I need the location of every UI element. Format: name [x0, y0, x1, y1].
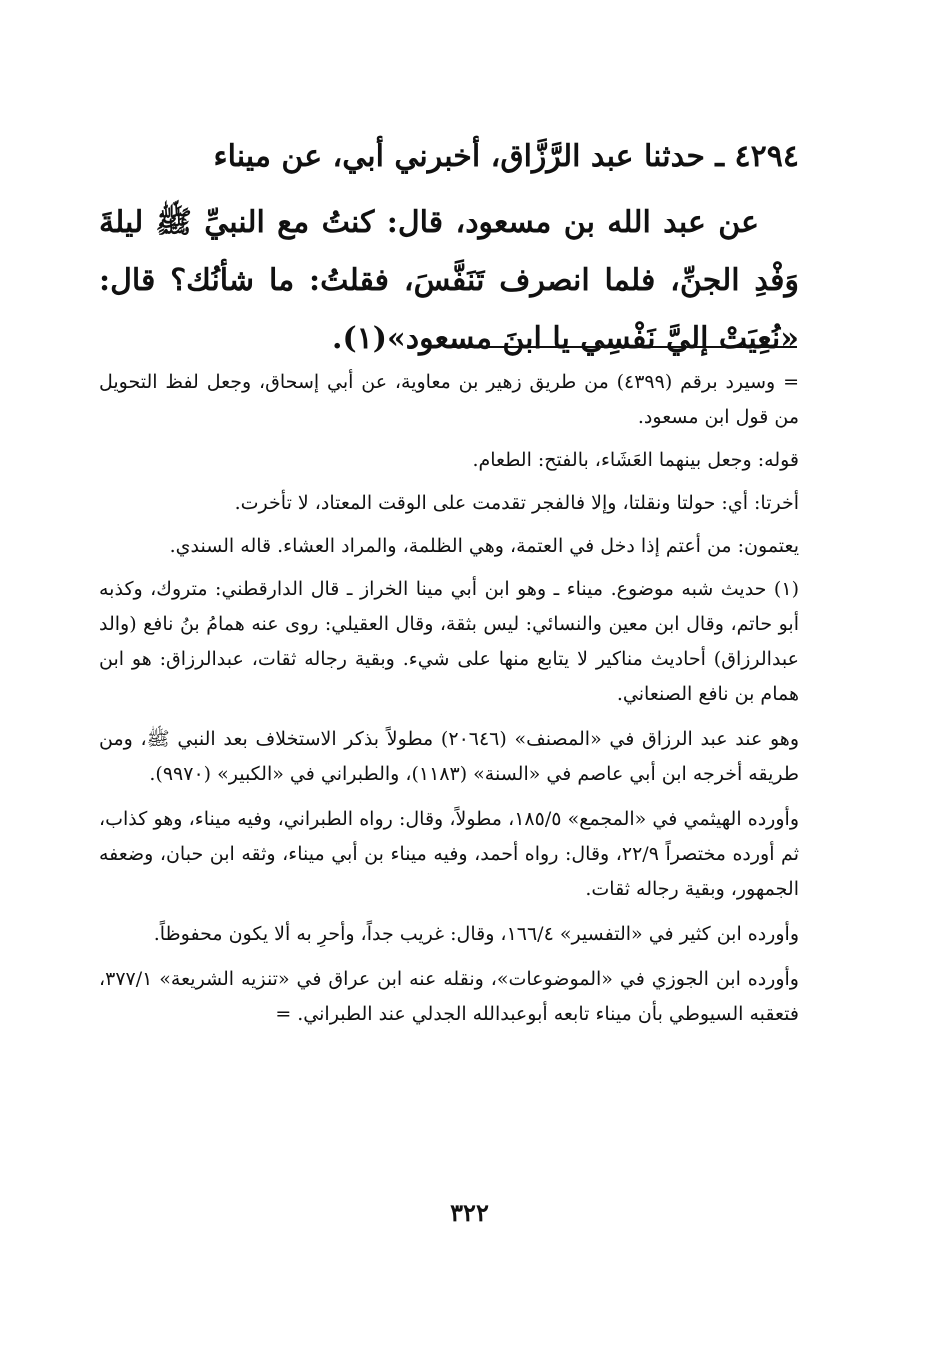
footnote-gloss: قوله: وجعل بينهما العَشَاء، بالفتح: الطعام.	[472, 449, 799, 471]
footnotes	[99, 365, 799, 1042]
hadith-text: عن عبد الله بن مسعود، قال: كنتُ مع النبيِّ ﷺ ليلةَ وَفْدِ الجنِّ، فلما انصرف تَنَفَّسَ، فقلتُ: ما شأنُك؟ قال: «نُعِيَتْ إليَّ نَفْسِي يا ابنَ مسعود»(١).	[99, 205, 799, 356]
page-number: ٣٢٢	[450, 1198, 489, 1227]
footnote-paragraph: وأورده ابن الجوزي في «الموضوعات»، ونقله عنه ابن عراق في «تنزيه الشريعة» ٣٧٧/١، فتعقبه السيوطي بأن ميناء تابعه أبوعبدالله الجدلي عند الطبراني. =	[99, 968, 799, 1025]
footnote-paragraph: وأورده ابن كثير في «التفسير» ١٦٦/٤، وقال: غريب جداً، وأحرِ به ألا يكون محفوظاً.	[153, 923, 799, 945]
hadith-block	[99, 128, 799, 368]
footnote-paragraph: وهو عند عبد الرزاق في «المصنف» (٢٠٦٤٦) مطولاً بذكر الاستخلاف بعد النبي ﷺ، ومن طريقه أخرجه ابن أبي عاصم في «السنة» (١١٨٣)، والطبراني في «الكبير» (٩٩٧٠).	[99, 728, 799, 785]
footnote-divider	[451, 346, 797, 348]
footnote-gloss: أخرتا: أي: حولتا ونقلتا، وإلا فالفجر تقدمت على الوقت المعتاد، لا تأخرت.	[234, 492, 799, 514]
footnote-gloss: يعتمون: من أعتم إذا دخل في العتمة، وهي الظلمة، والمراد العشاء. قاله السندي.	[169, 535, 799, 557]
footnote-1: (١) حديث شبه موضوع. ميناء ـ وهو ابن أبي مينا الخراز ـ قال الدارقطني: متروك، وكذبه أبو حاتم، وقال ابن معين والنسائي: ليس بثقة، وقال العقيلي: روى عنه همامُ بنُ نافع (والد عبدالرزاق) أحاديث مناكير لا يتابع منها على شيء. وبقية رجاله ثقات، عبدالرزاق: هو ابن همام بن نافع الصنعاني.	[99, 578, 799, 705]
hadith-heading: ٤٢٩٤ ـ حدثنا عبد الرَّزَّاق، أخبرني أبي، عن ميناء	[213, 139, 799, 174]
footnote-continuation: = وسيرد برقم (٤٣٩٩) من طريق زهير بن معاوية، عن أبي إسحاق، وجعل لفظ التحويل من قول ابن مسعود.	[99, 371, 799, 428]
footnote-paragraph: وأورده الهيثمي في «المجمع» ١٨٥/٥، مطولاً، وقال: رواه الطبراني، وفيه ميناء، وهو كذاب، ثم أورده مختصراً ٢٢/٩، وقال: رواه أحمد، وفيه ميناء بن أبي ميناء، وثقه ابن حبان، وضعفه الجمهور، وبقية رجاله ثقات.	[99, 808, 799, 900]
